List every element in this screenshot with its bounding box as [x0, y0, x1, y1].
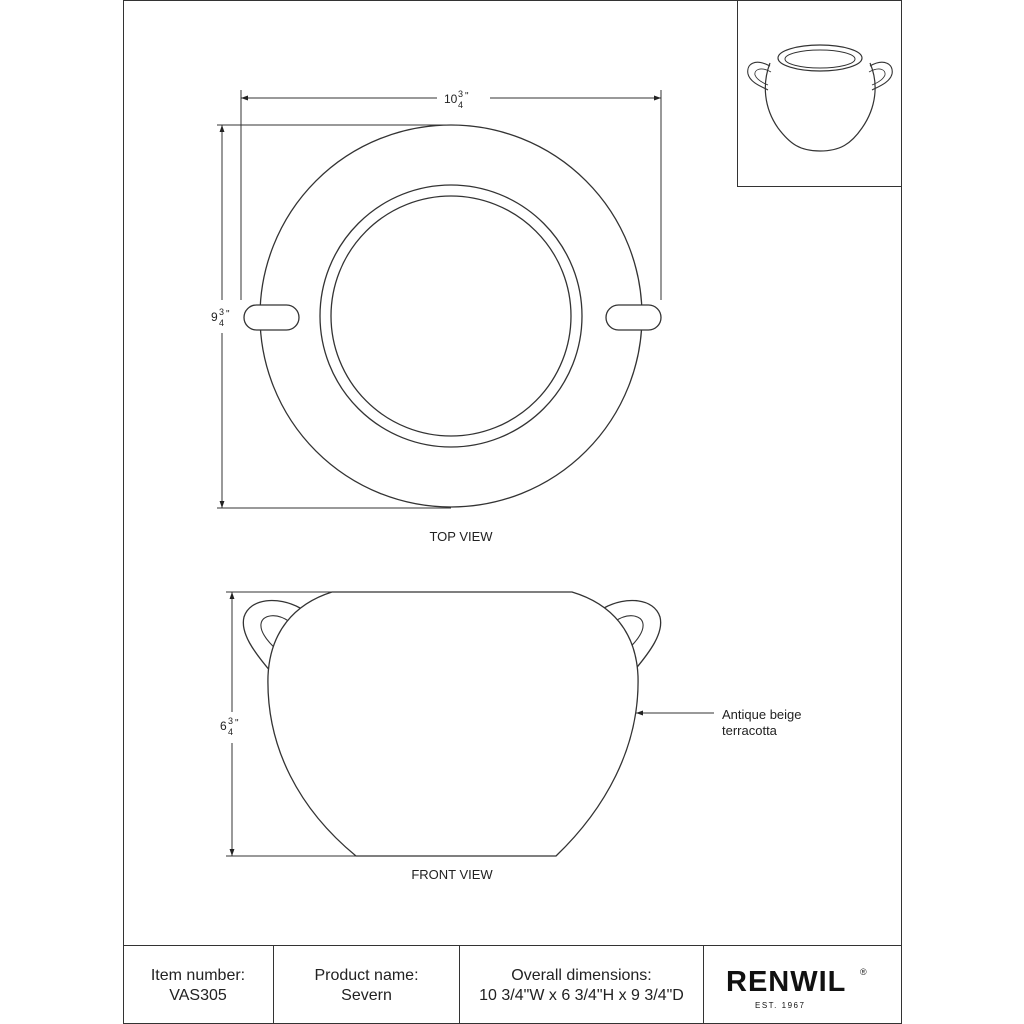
- top-opening: [331, 196, 571, 436]
- top-outer-rim: [260, 125, 642, 507]
- item-number-label: Item number:: [150, 967, 246, 984]
- top-right-handle: [606, 305, 661, 330]
- brand-logo: [704, 946, 902, 1024]
- overall-dimensions-value: 10 3/4"W x 6 3/4"H x 9 3/4"D: [479, 987, 684, 1004]
- brand-established: EST. 1967: [755, 1001, 806, 1010]
- depth-label: 9 3 4 ": [211, 307, 241, 333]
- product-name-label: Product name:: [314, 967, 419, 984]
- overall-dimensions-label: Overall dimensions:: [511, 967, 652, 984]
- top-inner-rim: [320, 185, 582, 447]
- width-label: 10 3 4 ": [444, 89, 469, 110]
- brand-name: RENWIL: [726, 966, 847, 998]
- sheet-border: [124, 1, 902, 1024]
- top-view-drawing: [244, 125, 661, 507]
- item-number-value: VAS305: [169, 987, 227, 1004]
- top-left-handle: [244, 305, 299, 330]
- height-label: 6 3 4 ": [220, 716, 250, 742]
- registered-mark: ®: [860, 967, 867, 977]
- front-view-title: FRONT VIEW: [411, 867, 493, 882]
- top-view-title: TOP VIEW: [429, 529, 493, 544]
- perspective-thumbnail: [738, 0, 903, 187]
- material-callout-line1: Antique beige: [722, 707, 802, 722]
- front-view-drawing: [243, 592, 660, 856]
- product-name-value: Severn: [341, 987, 392, 1004]
- material-callout-line2: terracotta: [722, 723, 777, 738]
- front-body: [268, 592, 638, 856]
